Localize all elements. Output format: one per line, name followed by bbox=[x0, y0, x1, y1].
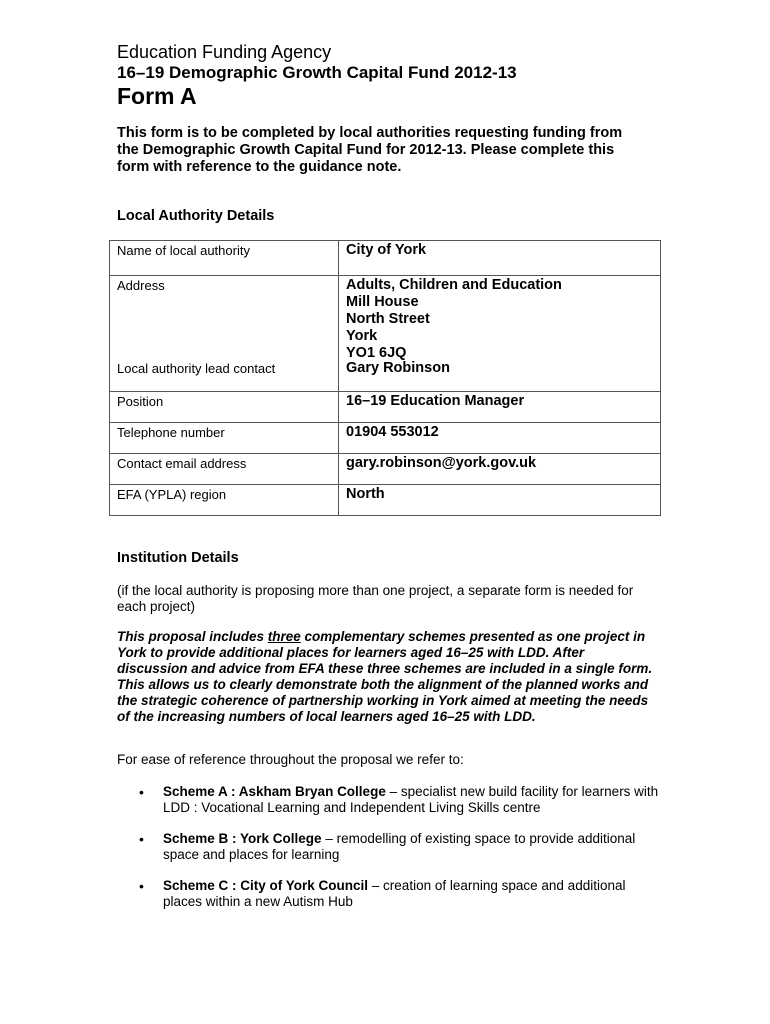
scheme-name: Scheme A : Askham Bryan College bbox=[163, 784, 386, 799]
row-label: EFA (YPLA) region bbox=[110, 485, 339, 516]
row-value-cell bbox=[339, 276, 661, 392]
row-value: City of York bbox=[339, 241, 661, 276]
row-value: 16–19 Education Manager bbox=[339, 392, 661, 423]
table-row bbox=[110, 392, 661, 423]
scheme-item bbox=[163, 878, 663, 910]
intro-paragraph: This form is to be completed by local authorities requesting funding from the Demographic Growth Capital Fund for 2012-13. Please complete this form with reference to the guidance note. bbox=[117, 125, 623, 175]
scheme-item bbox=[163, 784, 663, 816]
proposal-paragraph bbox=[117, 629, 657, 725]
row-value: Gary Robinson bbox=[346, 360, 450, 376]
row-label: Address bbox=[117, 278, 165, 293]
table-row bbox=[110, 276, 661, 392]
agency-name: Education Funding Agency bbox=[117, 42, 332, 62]
local-authority-heading: Local Authority Details bbox=[117, 208, 275, 224]
institution-heading: Institution Details bbox=[117, 550, 239, 566]
table-row bbox=[110, 454, 661, 485]
bullet-icon: • bbox=[139, 784, 144, 800]
proposal-text-end: complementary schemes presented as one project in York to provide additional places for learners aged 16–25 with LDD. After discussion and advice from EFA these three schemes are included in a single form. This allows us to clearly demonstrate both the alignment of the planned works and the strategic coherence of partnership working in York aimed at meeting the needs of the increasing numbers of local learners aged 16–25 with LDD. bbox=[117, 629, 653, 724]
row-value: gary.robinson@york.gov.uk bbox=[339, 454, 661, 485]
table-row bbox=[110, 485, 661, 516]
scheme-name: Scheme B : York College bbox=[163, 831, 322, 846]
row-label-cell bbox=[110, 276, 339, 392]
row-label: Name of local authority bbox=[110, 241, 339, 276]
reference-intro: For ease of reference throughout the proposal we refer to: bbox=[117, 752, 464, 767]
address-value: Adults, Children and Education Mill House North Street York YO1 6JQ bbox=[346, 277, 562, 361]
proposal-underlined-word: three bbox=[267, 629, 301, 644]
row-value: 01904 553012 bbox=[339, 423, 661, 454]
scheme-description: – remodelling of existing space to provide additional space and places for learning bbox=[163, 831, 636, 862]
local-authority-table bbox=[109, 240, 661, 516]
bullet-icon: • bbox=[139, 878, 144, 894]
table-row bbox=[110, 241, 661, 276]
bullet-icon: • bbox=[139, 831, 144, 847]
row-label: Contact email address bbox=[110, 454, 339, 485]
row-label: Position bbox=[110, 392, 339, 423]
row-value: North bbox=[339, 485, 661, 516]
form-name: Form A bbox=[117, 83, 197, 109]
fund-title: 16–19 Demographic Growth Capital Fund 2012-13 bbox=[117, 63, 517, 82]
table-row bbox=[110, 423, 661, 454]
proposal-text-start: This proposal includes bbox=[117, 629, 268, 644]
row-label: Local authority lead contact bbox=[117, 361, 276, 376]
scheme-item bbox=[163, 831, 663, 863]
scheme-description: – creation of learning space and additional places within a new Autism Hub bbox=[163, 878, 626, 909]
scheme-name: Scheme C : City of York Council bbox=[163, 878, 369, 893]
institution-note: (if the local authority is proposing more than one project, a separate form is needed for each project) bbox=[117, 583, 634, 614]
row-label: Telephone number bbox=[110, 423, 339, 454]
scheme-description: – specialist new build facility for learners with LDD : Vocational Learning and Independent Living Skills centre bbox=[163, 784, 659, 815]
